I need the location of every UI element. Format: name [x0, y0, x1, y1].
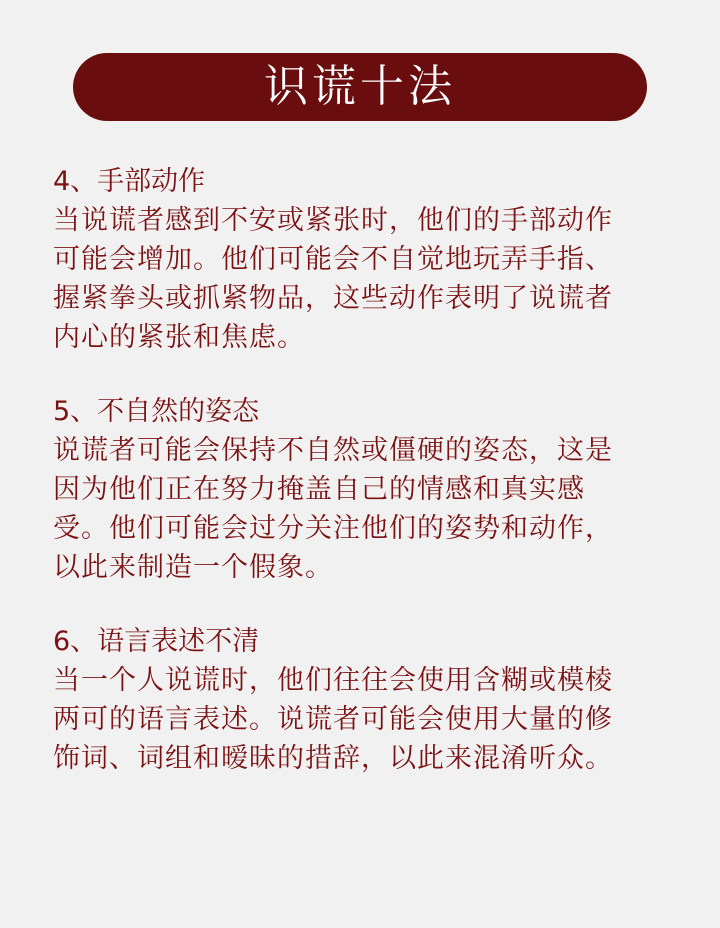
section-line: 说谎者可能会保持不自然或僵硬的姿态，这是 [53, 435, 613, 466]
section-line: 受。他们可能会过分关注他们的姿势和动作， [53, 513, 613, 544]
section-line: 可能会增加。他们可能会不自觉地玩弄手指、 [53, 244, 613, 275]
section-unnatural-posture [53, 393, 673, 587]
content-area [53, 163, 673, 814]
section-heading: 6、语言表述不清 [53, 626, 260, 657]
section-unclear-language [53, 623, 673, 778]
section-line: 以此来制造一个假象。 [53, 552, 333, 583]
section-heading: 4、手部动作 [53, 166, 206, 197]
section-line: 两可的语言表述。说谎者可能会使用大量的修 [53, 704, 613, 735]
section-line: 握紧拳头或抓紧物品，这些动作表明了说谎者 [53, 283, 613, 314]
page-title: 识谎十法 [264, 61, 456, 112]
title-banner [73, 53, 647, 121]
section-heading: 5、不自然的姿态 [53, 396, 260, 427]
section-line: 内心的紧张和焦虑。 [53, 322, 305, 353]
section-line: 因为他们正在努力掩盖自己的情感和真实感 [53, 474, 585, 505]
section-line: 当说谎者感到不安或紧张时，他们的手部动作 [53, 205, 613, 236]
section-line: 当一个人说谎时，他们往往会使用含糊或模棱 [53, 665, 613, 696]
section-line: 饰词、词组和暧昧的措辞，以此来混淆听众。 [53, 743, 613, 774]
section-hand-movements [53, 163, 673, 357]
